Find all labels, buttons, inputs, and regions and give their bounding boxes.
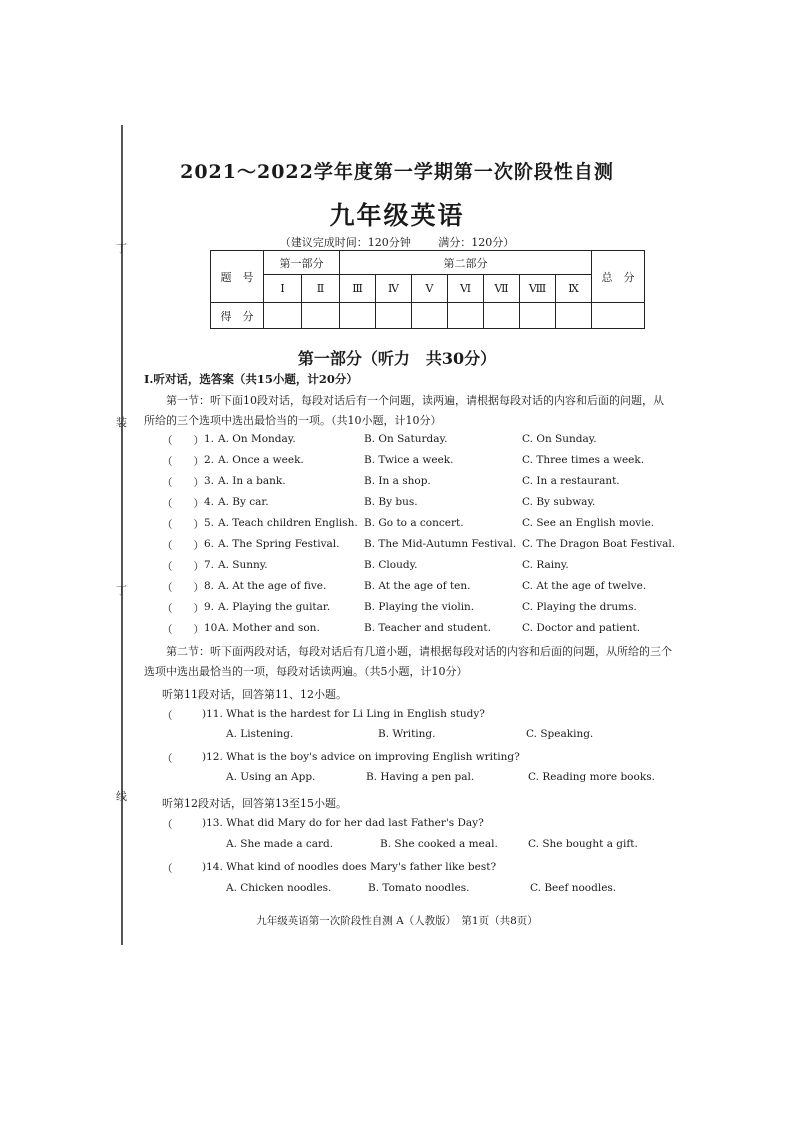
answer-blank[interactable]: （ bbox=[162, 753, 194, 765]
options-row bbox=[226, 838, 666, 856]
score-table bbox=[210, 250, 645, 329]
score-note: 满分：120分） bbox=[438, 236, 515, 249]
answer-blank[interactable]: （ ） bbox=[162, 435, 204, 447]
option-b: B. On Saturday. bbox=[364, 433, 448, 445]
score-cell[interactable] bbox=[264, 303, 302, 329]
option-a: A. Teach children English. bbox=[218, 517, 358, 529]
col-header: Ⅰ bbox=[264, 275, 302, 303]
option-c: C. Playing the drums. bbox=[522, 601, 637, 613]
col-header: Ⅵ bbox=[448, 275, 484, 303]
question-row bbox=[162, 433, 682, 453]
col-header: Ⅴ bbox=[412, 275, 448, 303]
col-header: Ⅱ bbox=[302, 275, 340, 303]
score-cell[interactable] bbox=[412, 303, 448, 329]
question-row bbox=[162, 601, 682, 621]
option-b: B. Writing. bbox=[378, 728, 436, 740]
exam-title: 2021～2022学年度第一学期第一次阶段性自测 bbox=[180, 161, 614, 183]
answer-blank[interactable]: （ ） bbox=[162, 519, 204, 531]
option-c: C. The Dragon Boat Festival. bbox=[522, 538, 676, 550]
option-a: A. On Monday. bbox=[218, 433, 296, 445]
score-cell[interactable] bbox=[592, 303, 645, 329]
question-row bbox=[162, 496, 682, 516]
option-b: B. Go to a concert. bbox=[364, 517, 464, 529]
section1-instructions: 第一节：听下面10段对话，每段对话后有一个问题，读两遍，请根据每段对话的内容和后面的问题，从所给的三个选项中选出最恰当的一项。（共10小题，计10分） bbox=[144, 394, 664, 427]
margin-mark: 线 bbox=[116, 790, 127, 803]
time-note: （建议完成时间：120分钟 bbox=[279, 236, 411, 249]
section2-instructions: 第二节：听下面两段对话，每段对话后有几道小题，请根据每段对话的内容和后面的问题，从所给的三个选项中选出最恰当的一项，每段对话读两遍。（共5小题，计10分） bbox=[144, 645, 672, 678]
answer-blank[interactable]: （ ） bbox=[162, 456, 204, 468]
options-row bbox=[226, 882, 666, 900]
margin-mark: 装 bbox=[116, 416, 127, 429]
question-number: 9. bbox=[204, 601, 215, 613]
answer-blank[interactable]: （ ） bbox=[162, 603, 204, 615]
option-a: A. Playing the guitar. bbox=[218, 601, 331, 613]
options-row bbox=[226, 728, 666, 746]
question-number: 1. bbox=[204, 433, 215, 445]
question-stem: )12. What is the boy's advice on improving English writing? bbox=[202, 751, 520, 763]
answer-blank[interactable]: （ bbox=[162, 710, 194, 722]
dialogue-lead: 听第12段对话，回答第13至15小题。 bbox=[162, 797, 347, 810]
option-b: B. The Mid-Autumn Festival. bbox=[364, 538, 517, 550]
option-a: A. The Spring Festival. bbox=[218, 538, 340, 550]
question-number: 8. bbox=[204, 580, 215, 592]
answer-blank[interactable]: （ ） bbox=[162, 498, 204, 510]
question-number: 2. bbox=[204, 454, 215, 466]
answer-blank[interactable]: （ bbox=[162, 863, 194, 875]
question-stem: )13. What did Mary do for her dad last Father's Day? bbox=[202, 817, 484, 829]
option-c: C. By subway. bbox=[522, 496, 596, 508]
option-c: C. Beef noodles. bbox=[530, 882, 617, 894]
margin-mark: 丁 bbox=[116, 584, 127, 597]
col-header: Ⅶ bbox=[484, 275, 520, 303]
option-a: A. By car. bbox=[218, 496, 269, 508]
score-cell[interactable] bbox=[484, 303, 520, 329]
question-row bbox=[162, 517, 682, 537]
option-a: A. Mother and son. bbox=[218, 622, 320, 634]
score-cell[interactable] bbox=[520, 303, 556, 329]
option-c: C. See an English movie. bbox=[522, 517, 655, 529]
option-b: B. Teacher and student. bbox=[364, 622, 491, 634]
question-number: 4. bbox=[204, 496, 215, 508]
subject-title: 九年级英语 bbox=[329, 201, 465, 230]
question-number: 3. bbox=[204, 475, 215, 487]
question-stem: )14. What kind of noodles does Mary's father like best? bbox=[202, 861, 497, 873]
dialogue-lead: 听第11段对话，回答第11、12小题。 bbox=[162, 688, 347, 701]
option-b: B. By bus. bbox=[364, 496, 418, 508]
option-a: A. In a bank. bbox=[218, 475, 286, 487]
option-b: B. Playing the violin. bbox=[364, 601, 475, 613]
option-c: C. Three times a week. bbox=[522, 454, 645, 466]
option-b: B. Twice a week. bbox=[364, 454, 454, 466]
question-row bbox=[162, 454, 682, 474]
col-header: Ⅸ bbox=[556, 275, 592, 303]
option-a: A. Chicken noodles. bbox=[226, 882, 332, 894]
question-row bbox=[162, 475, 682, 495]
part1-title: 第一部分（听力 共30分） bbox=[297, 349, 497, 368]
options-row bbox=[226, 771, 666, 789]
question-row bbox=[162, 559, 682, 579]
option-b: B. Having a pen pal. bbox=[366, 771, 475, 783]
score-cell[interactable] bbox=[302, 303, 340, 329]
question-row bbox=[162, 538, 682, 558]
option-b: B. Tomato noodles. bbox=[368, 882, 470, 894]
option-a: A. At the age of five. bbox=[218, 580, 327, 592]
option-c: C. Doctor and patient. bbox=[522, 622, 641, 634]
option-c: C. She bought a gift. bbox=[528, 838, 638, 850]
answer-blank[interactable]: （ ） bbox=[162, 624, 204, 636]
answer-blank[interactable]: （ ） bbox=[162, 477, 204, 489]
row-label-score: 得 分 bbox=[211, 303, 264, 329]
option-c: C. Speaking. bbox=[526, 728, 594, 740]
margin-mark: 丁 bbox=[116, 242, 127, 255]
option-b: B. In a shop. bbox=[364, 475, 431, 487]
score-cell[interactable] bbox=[376, 303, 412, 329]
score-cell[interactable] bbox=[556, 303, 592, 329]
score-cell[interactable] bbox=[448, 303, 484, 329]
option-a: A. Once a week. bbox=[218, 454, 304, 466]
exam-info bbox=[0, 234, 794, 250]
option-a: A. Sunny. bbox=[218, 559, 268, 571]
answer-blank[interactable]: （ ） bbox=[162, 582, 204, 594]
option-b: B. At the age of ten. bbox=[364, 580, 471, 592]
col-header: Ⅳ bbox=[376, 275, 412, 303]
section1-heading: Ⅰ.听对话，选答案（共15小题，计20分） bbox=[144, 372, 358, 386]
part1-header: 第一部分 bbox=[264, 251, 340, 275]
option-c: C. Rainy. bbox=[522, 559, 569, 571]
question-number: 7. bbox=[204, 559, 215, 571]
option-a: A. Listening. bbox=[226, 728, 294, 740]
option-c: C. In a restaurant. bbox=[522, 475, 620, 487]
answer-blank[interactable]: （ ） bbox=[162, 540, 204, 552]
question-number: 10. bbox=[204, 622, 221, 634]
option-c: C. Reading more books. bbox=[528, 771, 655, 783]
score-cell[interactable] bbox=[340, 303, 376, 329]
col-header: Ⅲ bbox=[340, 275, 376, 303]
option-b: B. She cooked a meal. bbox=[380, 838, 498, 850]
option-b: B. Cloudy. bbox=[364, 559, 418, 571]
option-c: C. At the age of twelve. bbox=[522, 580, 647, 592]
col-header: Ⅷ bbox=[520, 275, 556, 303]
question-row bbox=[162, 622, 682, 642]
answer-blank[interactable]: （ bbox=[162, 819, 194, 831]
question-number: 5. bbox=[204, 517, 215, 529]
option-a: A. She made a card. bbox=[226, 838, 334, 850]
question-row bbox=[162, 580, 682, 600]
question-number: 6. bbox=[204, 538, 215, 550]
question-stem: )11. What is the hardest for Li Ling in English study? bbox=[202, 708, 485, 720]
part2-header: 第二部分 bbox=[340, 251, 592, 275]
option-a: A. Using an App. bbox=[226, 771, 316, 783]
row-label-question: 题 号 bbox=[211, 251, 264, 303]
page-footer: 九年级英语第一次阶段性自测 A（人教版） 第1页（共8页） bbox=[256, 915, 538, 927]
option-c: C. On Sunday. bbox=[522, 433, 597, 445]
answer-blank[interactable]: （ ） bbox=[162, 561, 204, 573]
total-header: 总 分 bbox=[592, 251, 645, 303]
